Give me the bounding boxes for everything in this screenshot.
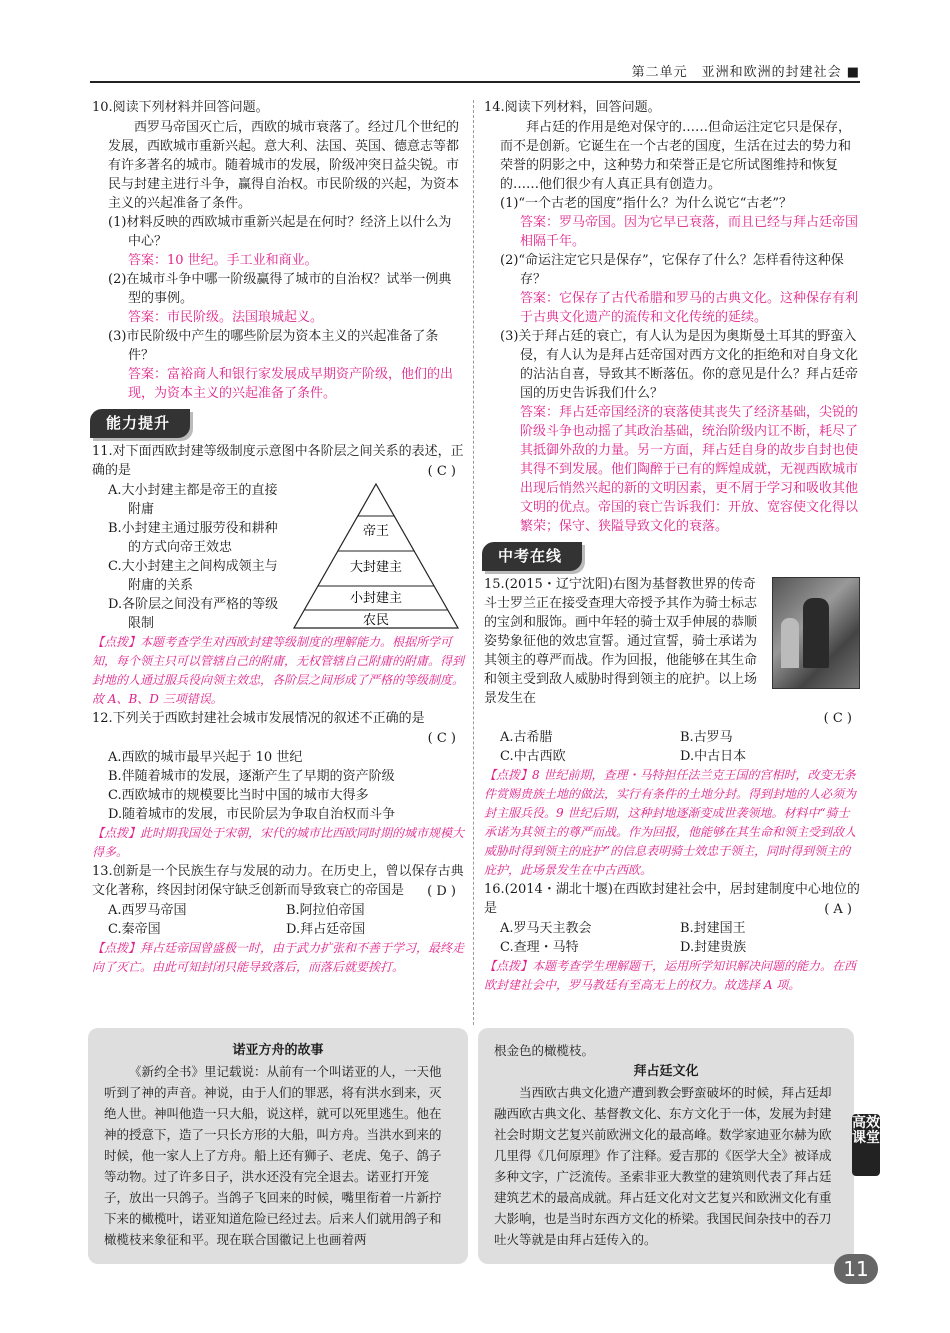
q15-option-d: D.中古日本 (680, 749, 747, 764)
q13-tip: 【点拨】拜占廷帝国曾盛极一时，由于武力扩张和不善于学习，最终走向了灭亡。由此可知封闭只能导致落后，而落后就要挨打。 (92, 941, 465, 974)
question-15 (484, 575, 860, 880)
q10-stem: 10.阅读下列材料并回答问题。 (92, 100, 269, 115)
q16-tip: 【点拨】本题考查学生理解题干，运用所学知识解决问题的能力。在西欧封建社会中，罗马教廷有至高无上的权力。故选择 A 项。 (484, 959, 857, 992)
q16-option-b: B.封建国王 (680, 921, 746, 936)
q14-sub1: (1)“一个古老的国度”指什么？为什么说它“古老”？ (500, 196, 792, 211)
q10-answer2: 答案：市民阶级。法国琅城起义。 (128, 310, 324, 325)
q14-stem: 14.阅读下列材料，回答问题。 (484, 100, 661, 115)
q13-option-b: B.阿拉伯帝国 (286, 903, 365, 918)
box2-title: 拜占廷文化 (633, 1064, 699, 1079)
q13-option-a: A.西罗马帝国 (108, 903, 187, 918)
q15-answer-mark: ( C ) (823, 711, 852, 726)
q11-stem: 11.对下面西欧封建等级制度示意图中各阶层之间关系的表述，正确的是 (92, 444, 464, 478)
q15-option-b: B.古罗马 (680, 730, 733, 745)
right-column (484, 98, 860, 995)
q13-answer-mark: ( D ) (427, 884, 456, 899)
box2-lead: 根金色的橄榄枝。 (494, 1043, 595, 1058)
pyramid-level-emperor: 帝王 (362, 524, 390, 539)
feudal-hierarchy-pyramid (292, 482, 460, 630)
q14-answer1: 答案：罗马帝国。因为它早已衰落，而且已经与拜占廷帝国相隔千年。 (520, 215, 859, 249)
question-14 (484, 98, 860, 536)
q10-answer1: 答案：10 世纪。手工业和商业。 (128, 253, 318, 268)
q10-sub1: (1)材料反映的西欧城市重新兴起是在何时？经济上以什么为中心？ (108, 215, 452, 249)
q13-option-d: D.拜占廷帝国 (286, 922, 366, 937)
side-tab: 高效课堂 (852, 1114, 880, 1176)
pyramid-level-great-lords: 大封建主 (349, 560, 403, 575)
q14-material: 拜占廷的作用是绝对保守的……但命运注定它只是保存，而不是创新。它诞生在一个古老的国度，生活在过去的势力和荣誉的阴影之中，这种势力和荣誉正是它所试图维持和恢复的……他们很少有人真正具有创造力。 (500, 120, 852, 192)
header-title: 第二单元 亚洲和欧洲的封建社会 ■ (631, 65, 860, 80)
section-banner-ability: 能力提升 (90, 409, 190, 438)
q11-answer-mark: ( C ) (427, 464, 456, 479)
q15-option-c: C.中古西欧 (500, 749, 566, 764)
roland-knight-painting-image (772, 577, 860, 689)
q15-stem: 15.(2015・辽宁沈阳)右图为基督教世界的传奇斗士罗兰正在接受查理大帝授予其作为骑士标志的宝剑和服饰。画中年轻的骑士双手伸展的恭顺姿势象征他的效忠宣誓。通过宣誓，骑士承诺为其领主的尊严而战。作为回报，他能够在其生命和领主受到敌人威胁时得到领主的庇护。以上场景发生在 (484, 577, 758, 706)
question-16 (484, 880, 860, 995)
question-13 (92, 862, 464, 977)
q10-sub2: (2)在城市斗争中哪一阶级赢得了城市的自治权？试举一例典型的事例。 (108, 272, 452, 306)
q12-option-b: B.伴随着城市的发展，逐渐产生了早期的资产阶级 (108, 769, 395, 784)
q11-option-a: A.大小封建主都是帝王的直接附庸 (108, 483, 278, 517)
section-banner-exam: 中考在线 (482, 542, 582, 571)
q12-option-a: A.西欧的城市最早兴起于 10 世纪 (108, 750, 303, 765)
q12-option-c: C.西欧城市的规模要比当时中国的城市大得多 (108, 788, 369, 803)
q10-answer3: 答案：富裕商人和银行家发展成早期资产阶级，他们的出现，为资本主义的兴起准备了条件。 (128, 367, 454, 401)
left-column (92, 98, 464, 977)
q16-option-a: A.罗马天主教会 (500, 921, 592, 936)
column-divider (473, 100, 474, 1025)
q16-option-c: C.查理・马特 (500, 940, 579, 955)
q11-option-b: B.小封建主通过服劳役和耕种的方式向帝王效忠 (108, 521, 278, 555)
question-10 (92, 98, 464, 403)
q14-sub3: (3)关于拜占廷的衰亡，有人认为是因为奥斯曼土耳其的野蛮入侵，有人认为是拜占廷帝国对西方文化的拒绝和对自身文化的沾沾自喜，导致其不断落伍。你的意见是什么？拜占廷帝国的历史告诉我们什么？ (500, 329, 859, 401)
q10-material: 西罗马帝国灭亡后，西欧的城市衰落了。经过几个世纪的发展，西欧城市重新兴起。意大利、法国、英国、德意志等都有许多著名的城市。随着城市的发展，阶级冲突日益尖锐。市民与封建主进行斗争，赢得自治权。市民阶级的兴起，为资本主义的兴起准备了条件。 (108, 120, 460, 211)
q16-answer-mark: ( A ) (824, 902, 852, 917)
q14-answer3: 答案：拜占廷帝国经济的衰落使其丧失了经济基础，尖锐的阶级斗争也动摇了其政治基础，统治阶级内讧不断，耗尽了其抵御外敌的力量。另一方面，拜占廷自身的故步自封也使其得不到发展。他们陶醉于已有的辉煌成就，无视西欧城市出现后悄然兴起的新的文明因素，更不屑于学习和吸收其他文明的优点。帝国的衰亡告诉我们：开放、宽容使文化得以繁荣；保守、狭隘导致文化的衰落。 (520, 405, 859, 534)
q12-option-d: D.随着城市的发展，市民阶层为争取自治权而斗争 (108, 807, 396, 822)
q13-option-c: C.秦帝国 (108, 922, 161, 937)
reading-box-noah (88, 1028, 468, 1264)
q11-tip: 【点拨】本题考查学生对西欧封建等级制度的理解能力。根据所学可知，每个领主只可以管辖自己的附庸，无权管辖自己附庸的附庸。得到封地的人通过服兵役向领主效忠，各阶层之间形成了严格的等级制度。故 A、B、D 三项错误。 (92, 635, 465, 706)
q10-sub3: (3)市民阶级中产生的哪些阶层为资本主义的兴起准备了条件？ (108, 329, 439, 363)
reading-box-byzantine (478, 1028, 854, 1264)
q12-answer-mark: ( C ) (427, 731, 456, 746)
q12-stem: 12.下列关于西欧封建社会城市发展情况的叙述不正确的是 (92, 711, 425, 726)
page-number: 11 (834, 1254, 878, 1284)
box1-title: 诺亚方舟的故事 (232, 1043, 324, 1058)
q11-option-d: D.各阶层之间没有严格的等级限制 (108, 597, 279, 631)
q16-option-d: D.封建贵族 (680, 940, 747, 955)
q14-sub2: (2)“命运注定它只是保存”，它保存了什么？怎样看待这种保存？ (500, 253, 844, 287)
question-11 (92, 442, 464, 709)
q13-stem: 13.创新是一个民族生存与发展的动力。在历史上，曾以保存古典文化著称，终因封闭保守缺乏创新而导致衰亡的帝国是 (92, 864, 464, 898)
q16-stem: 16.(2014・湖北十堰)在西欧封建社会中，居封建制度中心地位的是 (484, 882, 860, 916)
question-12 (92, 709, 464, 862)
q15-option-a: A.古希腊 (500, 730, 553, 745)
pyramid-level-small-lords: 小封建主 (349, 591, 403, 606)
q15-tip: 【点拨】8 世纪前期，查理・马特担任法兰克王国的宫相时，改变无条件赏赐贵族土地的做法，实行有条件的土地分封。得到封地的人必须为封主服兵役。9 世纪后期，这种封地逐渐变成世袭领地。材料中“骑士承诺为其领主的尊严而战。作为回报，他能够在其生命和领主受到敌人威胁时得到领主的庇护”的信息表明骑士效忠于领主，同时得到领主的庇护，此场景发生在中古西欧。 (484, 768, 857, 877)
q11-option-c: C.大小封建主之间构成领主与附庸的关系 (108, 559, 278, 593)
q12-tip: 【点拨】此时期我国处于宋朝，宋代的城市比西欧同时期的城市规模大得多。 (92, 826, 465, 859)
page-header (90, 63, 860, 83)
box2-text: 当西欧古典文化遗产遭到教会野蛮破坏的时候，拜占廷却融西欧古典文化、基督教文化、东方文化于一体，发展为封建社会时期文艺复兴前欧洲文化的最高峰。数学家迪亚尔赫为欧几里得《几何原理》作了注释。爱吉那的《医学大全》被译成多种文字，广泛流传。圣索非亚大教堂的建筑则代表了拜占廷建筑艺术的最高成就。拜占廷文化对文艺复兴和欧洲文化有重大影响，也是当时东西方文化的桥梁。我国民间杂技中的吞刀吐火等就是由拜占廷传入的。 (494, 1085, 832, 1247)
pyramid-level-peasants: 农民 (362, 613, 390, 628)
box1-text: 《新约全书》里记载说：从前有一个叫诺亚的人，一天他听到了神的声音。神说，由于人们的罪恶，将有洪水到来，灭绝人世。神叫他造一只大船，说这样，就可以死里逃生。他在神的授意下，造了一只长方形的大船，叫方舟。当洪水到来的时候，他一家人上了方舟。船上还有狮子、老虎、兔子、鸽子等动物。过了许多日子，洪水还没有完全退去。诺亚打开笼子，放出一只鸽子。当鸽子飞回来的时候，嘴里衔着一片新拧下来的橄榄叶，诺亚知道危险已经过去。后来人们就用鸽子和橄榄枝来象征和平。现在联合国徽记上也画着两 (104, 1064, 442, 1247)
q14-answer2: 答案：它保存了古代希腊和罗马的古典文化。这种保存有利于古典文化遗产的流传和文化传统的延续。 (520, 291, 859, 325)
